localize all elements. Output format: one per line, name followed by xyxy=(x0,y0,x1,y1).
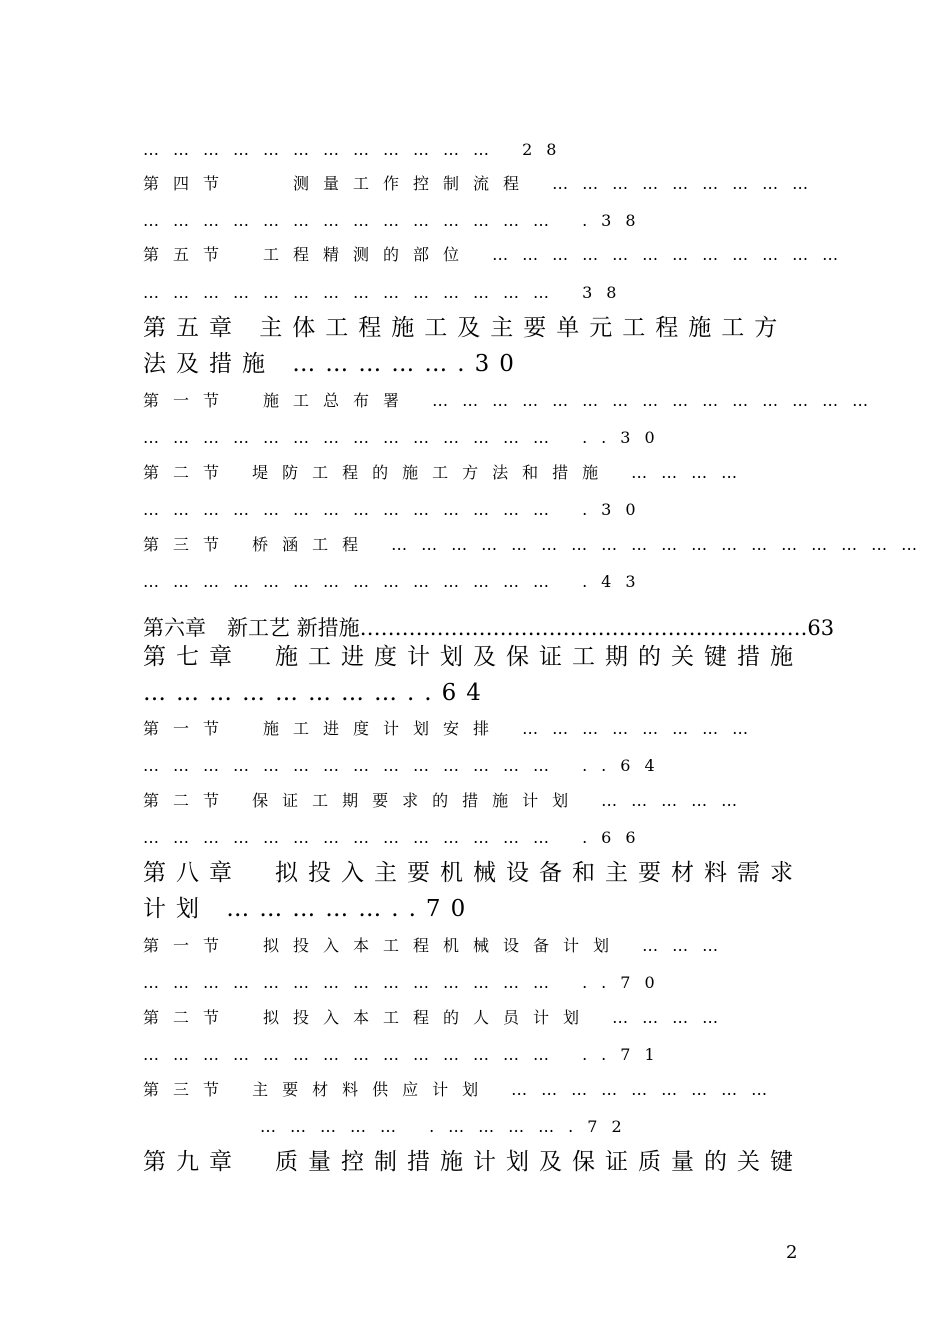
toc-line: 第二节 保证工期要求的措施计划 …………… xyxy=(143,791,752,810)
toc-line: …………………………………… .30 xyxy=(143,500,650,519)
toc-line: 第三节 主要材料供应计划 ……………………… xyxy=(143,1080,782,1099)
chapter-heading: 第六章 新工艺 新措施……………………………………………………….63 xyxy=(143,616,835,640)
toc-line: …………………………………… ..71 xyxy=(143,1045,669,1064)
toc-line: …………………………………… .43 xyxy=(143,572,650,591)
toc-line: 第一节 施工进度计划安排 …………………… xyxy=(143,719,763,738)
toc-line: …………………………………… ..30 xyxy=(143,428,669,447)
toc-line: 第一节 施工总布署 ……………………………………… xyxy=(143,391,883,410)
toc-line: …………………………………… 38 xyxy=(143,283,631,302)
toc-line: 第三节 桥涵工程 ……………………………………………… xyxy=(143,535,932,554)
chapter-heading: 法及措施 …………….30 xyxy=(143,351,524,377)
toc-line: …………………………………… .66 xyxy=(143,828,650,847)
chapter-heading: 第七章 施工进度计划及保证工期的关键措施 xyxy=(143,644,803,670)
chapter-heading: 计划 ……………..70 xyxy=(143,896,476,922)
chapter-heading: 第八章 拟投入主要机械设备和主要材料需求 xyxy=(143,860,803,886)
toc-line: …………………………………… .38 xyxy=(143,211,650,230)
toc-line: 第二节 堤防工程的施工方法和措施 ………… xyxy=(143,463,752,482)
toc-line: ……………………………… 28 xyxy=(143,140,571,159)
chapter-heading: 第九章 质量控制措施计划及保证质量的关键 xyxy=(143,1149,803,1175)
toc-line: …………………………………… ..64 xyxy=(143,756,669,775)
toc-line: …………… .………….72 xyxy=(260,1117,636,1136)
toc-line: 第一节 拟投入本工程机械设备计划 ……… xyxy=(143,936,733,955)
toc-line: 第二节 拟投入本工程的人员计划 ………… xyxy=(143,1008,733,1027)
chapter-heading: 第五章 主体工程施工及主要单元工程施工方 xyxy=(143,315,788,341)
chapter-heading: ……………………..64 xyxy=(143,680,491,706)
toc-line: 第五节 工程精测的部位 ……………………………… xyxy=(143,245,853,264)
page-number: 2 xyxy=(786,1242,798,1263)
toc-line: 第四节 测量工作控制流程 ……………………… xyxy=(143,174,823,193)
toc-line: …………………………………… ..70 xyxy=(143,973,669,992)
